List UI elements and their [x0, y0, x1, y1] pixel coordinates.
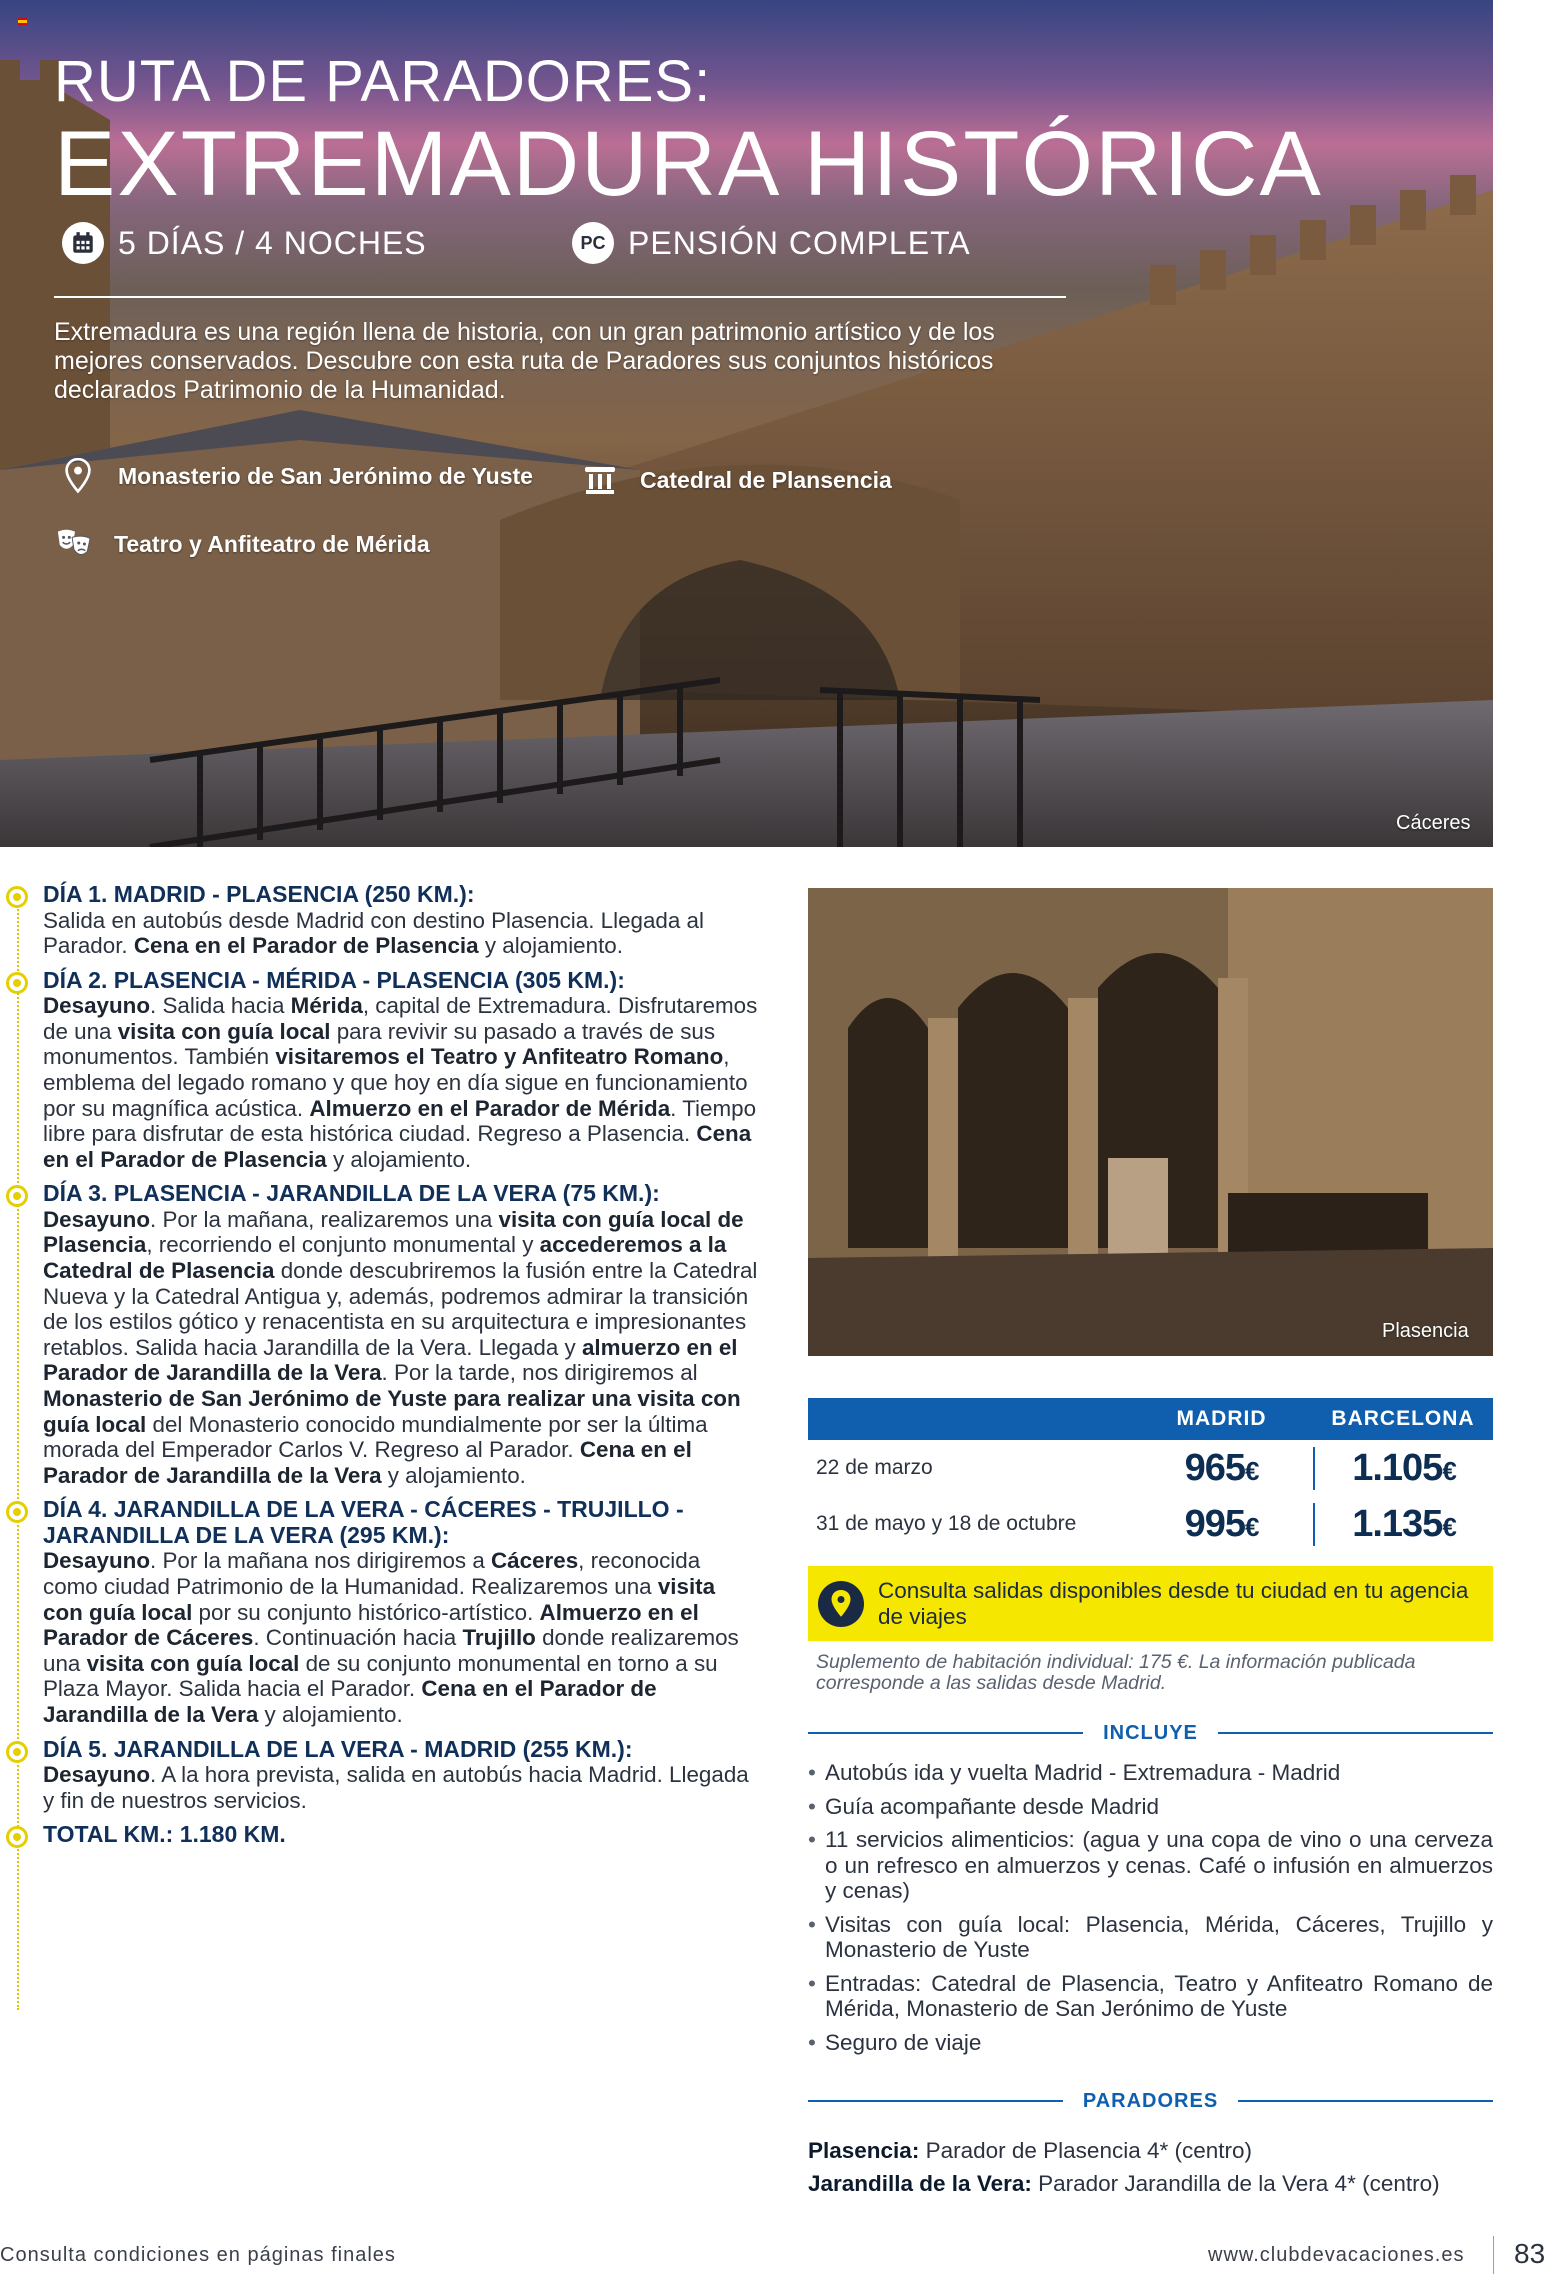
day-title: DÍA 2. PLASENCIA - MÉRIDA - PLASENCIA (305 KM.):: [43, 966, 625, 993]
day-title: DÍA 3. PLASENCIA - JARANDILLA DE LA VERA (75 KM.):: [43, 1180, 660, 1207]
list-item: • Autobús ida y vuelta Madrid - Extremadura - Madrid: [808, 1760, 1493, 1786]
departure-date: 22 de marzo: [816, 1456, 933, 1479]
departures-notice: [808, 1566, 1493, 1641]
departure-date: 31 de mayo y 18 de octubre: [816, 1512, 1077, 1535]
itinerary-day: [0, 1181, 760, 1488]
page-number: 83: [1514, 2238, 1546, 2269]
plasencia-photo: [808, 888, 1493, 1356]
timeline-dot-icon: [6, 1741, 28, 1763]
location-pin-icon: [60, 458, 96, 494]
divider: [54, 296, 1066, 298]
day-description: Salida en autobús desde Madrid con destino Plasencia. Llegada al Parador. Cena en el Parador de Plasencia y alojamiento.: [43, 907, 704, 959]
price-row: [808, 1496, 1493, 1552]
timeline-dot-icon: [6, 886, 28, 908]
day-title: DÍA 4. JARANDILLA DE LA VERA - CÁCERES - TRUJILLO - JARANDILLA DE LA VERA (295 KM.):: [43, 1496, 684, 1548]
cloister-illustration: [808, 888, 1493, 1356]
paradores-title: PARADORES: [1082, 2089, 1219, 2112]
list-item: • Seguro de viaje: [808, 2030, 1493, 2056]
footer-divider: [1493, 2236, 1494, 2274]
paradores-list: [808, 2134, 1508, 2200]
day-title: TOTAL KM.: 1.180 KM.: [43, 1821, 286, 1848]
page-title: EXTREMADURA HISTÓRICA: [54, 113, 1323, 215]
highlight-label: Teatro y Anfiteatro de Mérida: [114, 531, 430, 557]
itinerary: [0, 882, 760, 1857]
timeline-dot-icon: [6, 972, 28, 994]
photo-caption: Plasencia: [1382, 1320, 1469, 1342]
notice-text: Consulta salidas disponibles desde tu ciudad en tu agencia de viajes: [878, 1577, 1469, 1629]
spain-flag-icon: [18, 18, 27, 25]
theatre-masks-icon: [56, 526, 92, 562]
day-description: Desayuno. Por la mañana, realizaremos una visita con guía local de Plasencia, recorriendo el conjunto monumental y accederemos a la Catedral de Plasencia donde descubriremos la fusión entre la Catedral Nueva y la Catedral Antigua y, además, podremos admirar la transición de los estilos gótico y renacentista en su arquitectura e impresionantes retablos. Salida hacia Jarandilla de la Vera. Llegada y almuerzo en el Parador de Jarandilla de la Vera. Por la tarde, nos dirigiremos al Monasterio de San Jerónimo de Yuste para realizar una visita con guía local del Monasterio conocido mundialmente por ser la última morada del Emperador Carlos V. Regreso al Parador. Cena en el Parador de Jarandilla de la Vera y alojamiento.: [43, 1206, 758, 1488]
column-icon: [582, 462, 618, 498]
hero-banner: [0, 0, 1493, 847]
price-madrid: 965€: [1184, 1446, 1259, 1489]
price-row: [808, 1440, 1493, 1496]
duration-label: 5 DÍAS / 4 NOCHES: [118, 224, 427, 261]
price-madrid: 995€: [1184, 1502, 1259, 1545]
includes-heading: [808, 1718, 1493, 1748]
day-title: DÍA 5. JARANDILLA DE LA VERA - MADRID (255 KM.):: [43, 1735, 633, 1762]
footer-conditions: Consulta condiciones en páginas finales: [0, 2244, 396, 2266]
includes-list: [808, 1760, 1493, 2063]
photo-caption: Cáceres: [1396, 812, 1471, 834]
calendar-icon: [62, 222, 104, 264]
duration: [62, 222, 427, 264]
highlight-merida: [56, 526, 430, 562]
parador-item: Plasencia: Parador de Plasencia 4* (centro): [808, 2138, 1253, 2163]
day-description: Desayuno. Salida hacia Mérida, capital de Extremadura. Disfrutaremos de una visita con guía local para revivir su pasado a través de sus monumentos. También visitaremos el Teatro y Anfiteatro Romano, emblema del legado romano y que hoy en día sigue en funcionamiento por su magnífica acústica. Almuerzo en el Parador de Mérida. Tiempo libre para disfrutar de esta histórica ciudad. Regreso a Plasencia. Cena en el Parador de Plasencia y alojamiento.: [43, 993, 758, 1172]
location-pin-icon: [818, 1581, 864, 1627]
itinerary-day: [0, 1822, 760, 1848]
board-label: PENSIÓN COMPLETA: [628, 224, 971, 261]
highlight-yuste: [60, 458, 538, 494]
list-item: • Visitas con guía local: Plasencia, Mérida, Cáceres, Trujillo y Monasterio de Yuste: [808, 1912, 1493, 1963]
website-link[interactable]: www.clubdevacaciones.es: [1208, 2244, 1465, 2266]
list-item: • Entradas: Catedral de Plasencia, Teatro y Anfiteatro Romano de Mérida, Monasterio de San Jerónimo de Yuste: [808, 1971, 1493, 2022]
price-barcelona: 1.135€: [1313, 1503, 1493, 1546]
header-cell-barcelona: BARCELONA: [1331, 1407, 1475, 1430]
timeline-dot-icon: [6, 1501, 28, 1523]
highlight-label: Catedral de Plansencia: [640, 467, 892, 493]
route-title: RUTA DE PARADORES:: [54, 49, 712, 114]
board-type: [572, 222, 971, 264]
parador-item: Jarandilla de la Vera: Parador Jarandilla de la Vera 4* (centro): [808, 2171, 1440, 2196]
itinerary-day: [0, 968, 760, 1173]
paradores-heading: [808, 2086, 1493, 2116]
price-table-header: [808, 1398, 1493, 1440]
day-description: Desayuno. A la hora prevista, salida en autobús hacia Madrid. Llegada y fin de nuestros servicios.: [43, 1762, 749, 1813]
includes-title: INCLUYE: [1103, 1721, 1198, 1744]
timeline-dot-icon: [6, 1185, 28, 1207]
day-title: DÍA 1. MADRID - PLASENCIA (250 KM.):: [43, 881, 475, 907]
board-badge: PC: [572, 222, 614, 264]
list-item: • 11 servicios alimenticios: (agua y una copa de vino o una cerveza o un refresco en almuerzos y cenas. Café o infusión en almuerzos y cenas): [808, 1827, 1493, 1904]
itinerary-day: [0, 882, 760, 959]
supplement-note: Suplemento de habitación individual: 175 €. La información publicada corresponde a las salidas desde Madrid.: [816, 1651, 1416, 1694]
price-table: [808, 1398, 1493, 1552]
highlight-label: Monasterio de San Jerónimo de Yuste: [118, 463, 533, 489]
itinerary-day: [0, 1497, 760, 1727]
hero-description: Extremadura es una región llena de historia, con un gran patrimonio artístico y de los mejores conservados. Descubre con esta ruta de Paradores sus conjuntos históricos declarados Patrimonio de la Humanidad.: [54, 318, 995, 404]
day-description: Desayuno. Por la mañana nos dirigiremos a Cáceres, reconocida como ciudad Patrimonio de la Humanidad. Realizaremos una visita con guía local por su conjunto histórico-artístico. Almuerzo en el Parador de Cáceres. Continuación hacia Trujillo donde realizaremos una visita con guía local de su conjunto monumental en torno a su Plaza Mayor. Salida hacia el Parador. Cena en el Parador de Jarandilla de la Vera y alojamiento.: [43, 1548, 739, 1727]
itinerary-day: [0, 1737, 760, 1814]
header-cell-madrid: MADRID: [1176, 1407, 1267, 1430]
highlight-catedral: [582, 462, 892, 498]
price-barcelona: 1.105€: [1313, 1447, 1493, 1490]
list-item: • Guía acompañante desde Madrid: [808, 1794, 1493, 1820]
timeline-dot-icon: [6, 1826, 28, 1848]
